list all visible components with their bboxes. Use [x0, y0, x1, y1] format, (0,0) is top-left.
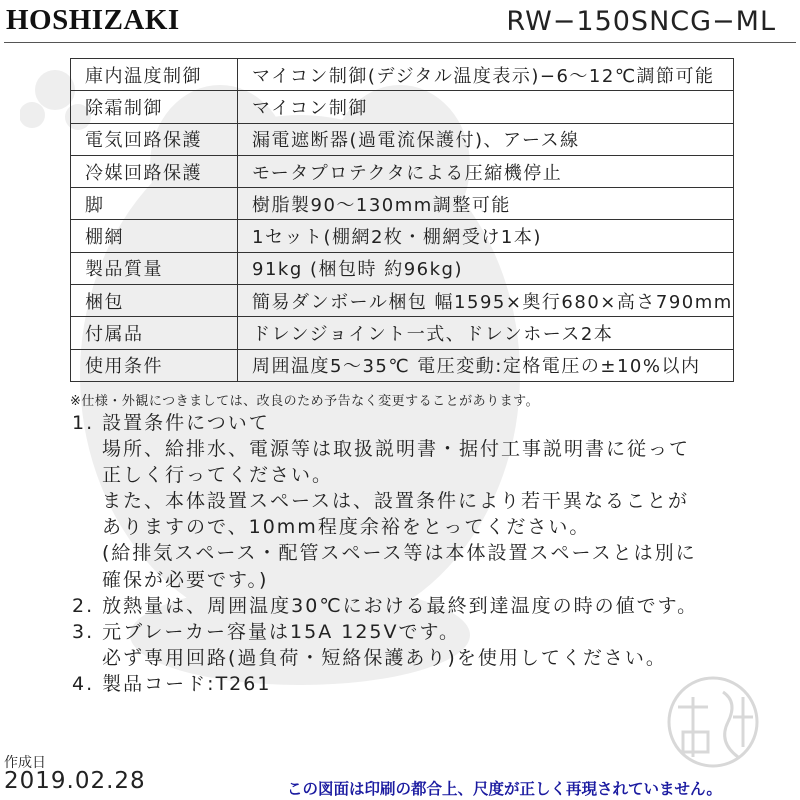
note-text: また、本体設置スペースは、設置条件により若干異なることが [102, 490, 690, 513]
table-row [71, 123, 734, 155]
spec-label: 電気回路保護 [71, 123, 238, 155]
spec-table [70, 58, 734, 382]
note-text: 正しく行ってください。 [102, 464, 334, 487]
spec-label: 庫内温度制御 [71, 59, 238, 91]
spec-value: 漏電遮断器(過電流保護付)、アース線 [238, 123, 734, 155]
note-text: (給排気スペース・配管スペース等は本体設置スペースとは別に [102, 542, 697, 565]
spec-disclaimer-note: ※仕様・外観につきましては、改良のため予告なく変更することがあります。 [70, 394, 540, 409]
table-row [71, 220, 734, 252]
note-heading: 1. 設置条件について [72, 412, 270, 434]
spec-value: 樹脂製90～130mm調整可能 [238, 188, 734, 220]
note-text: ありますので、10mm程度余裕をとってください。 [102, 516, 591, 539]
scale-disclaimer: この図面は印刷の都合上、尺度が正しく再現されていません。 [287, 780, 722, 798]
note-text: 確保が必要です。) [102, 568, 269, 591]
brand-logo: HOSHIZAKI [6, 4, 180, 36]
installation-notes [72, 410, 792, 697]
spec-label: 製品質量 [71, 252, 238, 284]
spec-value: マイコン制御 [238, 91, 734, 123]
table-row [71, 252, 734, 284]
note-heading: 4. 製品コード:T261 [72, 672, 272, 695]
table-row [71, 317, 734, 349]
note-text: 場所、給排水、電源等は取扱説明書・据付工事説明書に従って [102, 438, 691, 461]
model-number: RW−150SNCG−ML [506, 6, 776, 37]
spec-value: 91kg (梱包時 約96kg) [238, 252, 734, 284]
spec-label: 付属品 [71, 317, 238, 349]
table-row [71, 285, 734, 317]
spec-value: モータプロテクタによる圧縮機停止 [238, 155, 734, 187]
table-row [71, 91, 734, 123]
note-heading: 2. 放熱量は、周囲温度30℃における最終到達温度の時の値です。 [72, 594, 699, 617]
table-row [71, 349, 734, 381]
note-text: 必ず専用回路(過負荷・短絡保護あり)を使用してください。 [102, 646, 667, 669]
table-row [71, 188, 734, 220]
created-date-label: 作成日 [4, 755, 46, 771]
note-heading: 3. 元ブレーカー容量は15A 125Vです。 [72, 620, 460, 643]
spec-value: 簡易ダンボール梱包 幅1595×奥行680×高さ790mm [238, 285, 734, 317]
table-row [71, 59, 734, 91]
spec-label: 使用条件 [71, 349, 238, 381]
table-row [71, 155, 734, 187]
spec-value: 1セット(棚網2枚・棚網受け1本) [238, 220, 734, 252]
spec-value: ドレンジョイント一式、ドレンホース2本 [238, 317, 734, 349]
spec-value: 周囲温度5～35℃ 電圧変動:定格電圧の±10%以内 [238, 349, 734, 381]
spec-label: 冷媒回路保護 [71, 155, 238, 187]
spec-value: マイコン制御(デジタル温度表示)−6～12℃調節可能 [238, 59, 734, 91]
spec-label: 除霜制御 [71, 91, 238, 123]
spec-label: 梱包 [71, 285, 238, 317]
header-divider [4, 42, 796, 43]
created-date-value: 2019.02.28 [4, 768, 146, 794]
spec-label: 棚網 [71, 220, 238, 252]
spec-label: 脚 [71, 188, 238, 220]
